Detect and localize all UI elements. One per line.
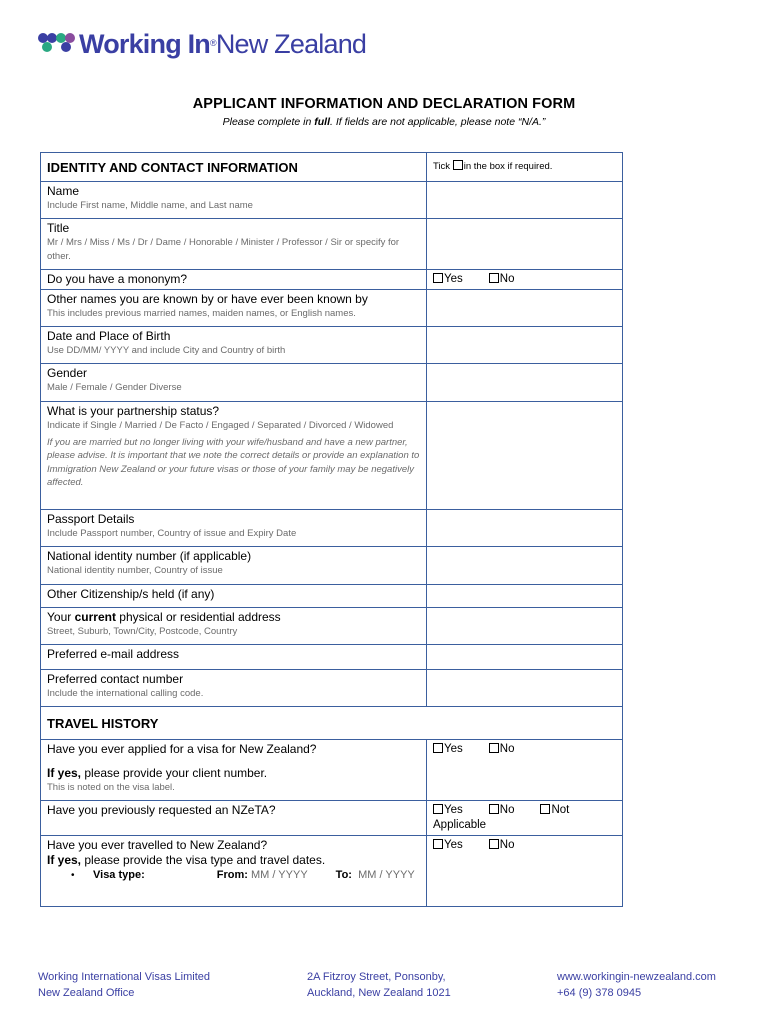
answer-options: [427, 740, 623, 801]
field-hint: This includes previous married names, maiden names, or English names.: [47, 308, 356, 319]
field-label: Do you have a mononym?: [47, 272, 188, 286]
field-hint: Male / Female / Gender Diverse: [47, 382, 182, 393]
form-row-contact: [41, 670, 623, 707]
contact-answer-field[interactable]: [427, 670, 623, 707]
question-cell: [41, 645, 427, 670]
option-label: Not Applicable: [433, 804, 570, 831]
subtitle-pre: Please complete in: [222, 116, 315, 128]
checkbox-icon[interactable]: [433, 273, 443, 283]
registered-mark: ®: [210, 38, 216, 48]
nzeta-no-option[interactable]: [489, 804, 515, 816]
travelled-no-option[interactable]: [489, 839, 515, 851]
section-title: IDENTITY AND CONTACT INFORMATION: [47, 160, 298, 175]
title-answer-field[interactable]: [427, 219, 623, 270]
field-label: [47, 853, 420, 868]
tick-instruction: [427, 153, 623, 182]
to-label: To:: [335, 869, 352, 881]
question-cell: [41, 740, 427, 801]
footer-phone: +64 (9) 378 0945: [557, 987, 642, 999]
checkbox-icon[interactable]: [489, 804, 499, 814]
option-label: Yes: [444, 743, 463, 755]
form-row-nzeta: [41, 801, 623, 836]
field-hint: Include First name, Middle name, and Last name: [47, 200, 253, 211]
checkbox-icon[interactable]: [433, 743, 443, 753]
checkbox-icon[interactable]: [489, 743, 499, 753]
question-cell: [41, 402, 427, 510]
logo-text-bold: Working In: [79, 29, 210, 59]
form-row-mononym: [41, 270, 623, 290]
logo-dot: [42, 42, 52, 52]
gender-answer-field[interactable]: [427, 364, 623, 402]
partnership-answer-field[interactable]: [427, 402, 623, 510]
question-cell: [41, 836, 427, 907]
answer-options: [427, 836, 623, 907]
question-cell: [41, 547, 427, 585]
passport-answer-field[interactable]: [427, 510, 623, 547]
bullet-icon: •: [71, 870, 75, 881]
field-label: Have you ever applied for a visa for New Zealand?: [47, 742, 317, 756]
visa-type-line: [47, 868, 420, 883]
form-row-passport: [41, 510, 623, 547]
checkbox-icon: [453, 160, 463, 170]
visa-no-option[interactable]: [489, 743, 515, 755]
checkbox-icon[interactable]: [489, 273, 499, 283]
option-label: No: [499, 743, 515, 755]
question-cell: [41, 327, 427, 364]
section-title: TRAVEL HISTORY: [47, 716, 159, 731]
question-cell: [41, 290, 427, 327]
tick-pre: Tick: [433, 161, 453, 172]
option-label: No: [499, 273, 515, 285]
footer-address-line1: 2A Fitzroy Street, Ponsonby,: [307, 971, 446, 983]
field-label: Preferred contact number: [47, 672, 184, 686]
field-hint: This is noted on the visa label.: [47, 782, 175, 793]
travelled-yes-option[interactable]: [433, 839, 463, 851]
address-answer-field[interactable]: [427, 608, 623, 645]
field-hint: Mr / Mrs / Miss / Ms / Dr / Dame / Honorable / Minister / Professor / Sir or specify for other.: [47, 237, 400, 262]
dob-answer-field[interactable]: [427, 327, 623, 364]
field-label: [47, 766, 420, 781]
footer-company-name: Working International Visas Limited: [38, 971, 211, 983]
form-row-dob: [41, 327, 623, 364]
field-label: Gender: [47, 366, 88, 380]
checkbox-icon[interactable]: [489, 839, 499, 849]
option-label: Yes: [444, 839, 463, 851]
form-subtitle: [0, 116, 768, 128]
footer-company: [38, 969, 210, 1001]
footer-office: New Zealand Office: [38, 987, 135, 999]
logo-dots-icon: [38, 32, 78, 56]
footer-contact: [557, 969, 716, 1001]
question-cell: [41, 270, 427, 290]
form-title: APPLICANT INFORMATION AND DECLARATION FORM: [192, 96, 576, 112]
field-label: Preferred e-mail address: [47, 647, 180, 661]
address-label-bold: current: [74, 610, 116, 624]
logo-text-regular: New Zealand: [215, 29, 367, 59]
question-cell: [41, 219, 427, 270]
address-label-post: physical or residential address: [115, 610, 281, 624]
section-heading-identity: [41, 153, 427, 182]
section-header-row: [41, 153, 623, 182]
if-yes-label: If yes,: [47, 853, 82, 867]
option-label: Yes: [444, 804, 463, 816]
field-hint: Indicate if Single / Married / De Facto / Engaged / Separated / Divorced / Widowed: [47, 420, 394, 431]
question-cell: [41, 364, 427, 402]
from-hint: MM / YYYY: [251, 869, 308, 881]
from-label: From:: [216, 869, 248, 881]
option-label: Yes: [444, 273, 463, 285]
national-id-answer-field[interactable]: [427, 547, 623, 585]
travel-dates-text: please provide the visa type and travel dates.: [81, 853, 326, 867]
footer-address-line2: Auckland, New Zealand 1021: [307, 987, 451, 999]
form-row-visa-applied: [41, 740, 623, 801]
field-label: Other Citizenship/s held (if any): [47, 587, 215, 601]
nzeta-yes-option[interactable]: [433, 804, 463, 816]
field-hint: National identity number, Country of issue: [47, 565, 223, 576]
subtitle-post: . If fields are not applicable, please note “N/A.”: [330, 116, 546, 128]
logo-dot: [61, 42, 71, 52]
field-label: Have you ever travelled to New Zealand?: [47, 838, 268, 852]
field-label: [47, 610, 420, 625]
to-hint: MM / YYYY: [358, 869, 415, 881]
client-number-text: please provide your client number.: [81, 766, 268, 780]
question-cell: [41, 801, 427, 836]
field-label: What is your partnership status?: [47, 404, 220, 418]
checkbox-icon[interactable]: [433, 839, 443, 849]
option-label: No: [499, 804, 515, 816]
question-cell: [41, 510, 427, 547]
field-label: Have you previously requested an NZeTA?: [47, 803, 276, 817]
field-label: National identity number (if applicable): [47, 549, 252, 563]
other-names-answer-field[interactable]: [427, 290, 623, 327]
field-hint: Include Passport number, Country of issue and Expiry Date: [47, 528, 297, 539]
email-answer-field[interactable]: [427, 645, 623, 670]
checkbox-icon[interactable]: [433, 804, 443, 814]
mononym-no-option[interactable]: [489, 273, 515, 285]
tick-post: in the box if required.: [463, 161, 553, 172]
form-row-citizenship: [41, 585, 623, 608]
visa-type-label: Visa type:: [93, 869, 145, 881]
name-answer-field[interactable]: [427, 182, 623, 219]
form-row-other-names: [41, 290, 623, 327]
form-row-email: [41, 645, 623, 670]
section-header-row: [41, 707, 623, 740]
field-label: Passport Details: [47, 512, 135, 526]
logo-text: [79, 29, 366, 59]
form-row-national-id: [41, 547, 623, 585]
field-label: Date and Place of Birth: [47, 329, 171, 343]
if-yes-label: If yes,: [47, 766, 82, 780]
mononym-yes-option[interactable]: [433, 273, 463, 285]
field-hint: Include the international calling code.: [47, 688, 204, 699]
form-row-title: [41, 219, 623, 270]
checkbox-icon[interactable]: [540, 804, 550, 814]
citizenship-answer-field[interactable]: [427, 585, 623, 608]
form-row-address: [41, 608, 623, 645]
option-label: No: [499, 839, 515, 851]
question-cell: [41, 585, 427, 608]
question-cell: [41, 670, 427, 707]
form-row-travelled: [41, 836, 623, 907]
form-row-gender: [41, 364, 623, 402]
footer-address: [307, 969, 451, 1001]
field-label: Other names you are known by or have ever been known by: [47, 292, 368, 306]
question-cell: [41, 182, 427, 219]
field-note: If you are married but no longer living with your wife/husband and have a new partner, please advise. It is important that we note the correct details or provide an explanation to Immigration New Zealand or your future visas or those of your family may be negatively affected.: [47, 436, 420, 488]
form-row-partnership: [41, 402, 623, 510]
field-hint: Street, Suburb, Town/City, Postcode, Country: [47, 626, 238, 637]
form-row-name: [41, 182, 623, 219]
applicant-form-table: [40, 152, 623, 907]
field-label: Title: [47, 221, 70, 235]
section-heading-travel: [41, 707, 623, 740]
visa-yes-option[interactable]: [433, 743, 463, 755]
subtitle-bold: full: [314, 116, 330, 128]
footer-website-link[interactable]: www.workingin-newzealand.com: [557, 971, 716, 983]
field-label: Name: [47, 184, 80, 198]
answer-options: [427, 801, 623, 836]
company-logo: [38, 29, 366, 59]
question-cell: [41, 608, 427, 645]
answer-options: [427, 270, 623, 290]
field-hint: Use DD/MM/ YYYY and include City and Country of birth: [47, 345, 286, 356]
address-label-pre: Your: [47, 610, 75, 624]
